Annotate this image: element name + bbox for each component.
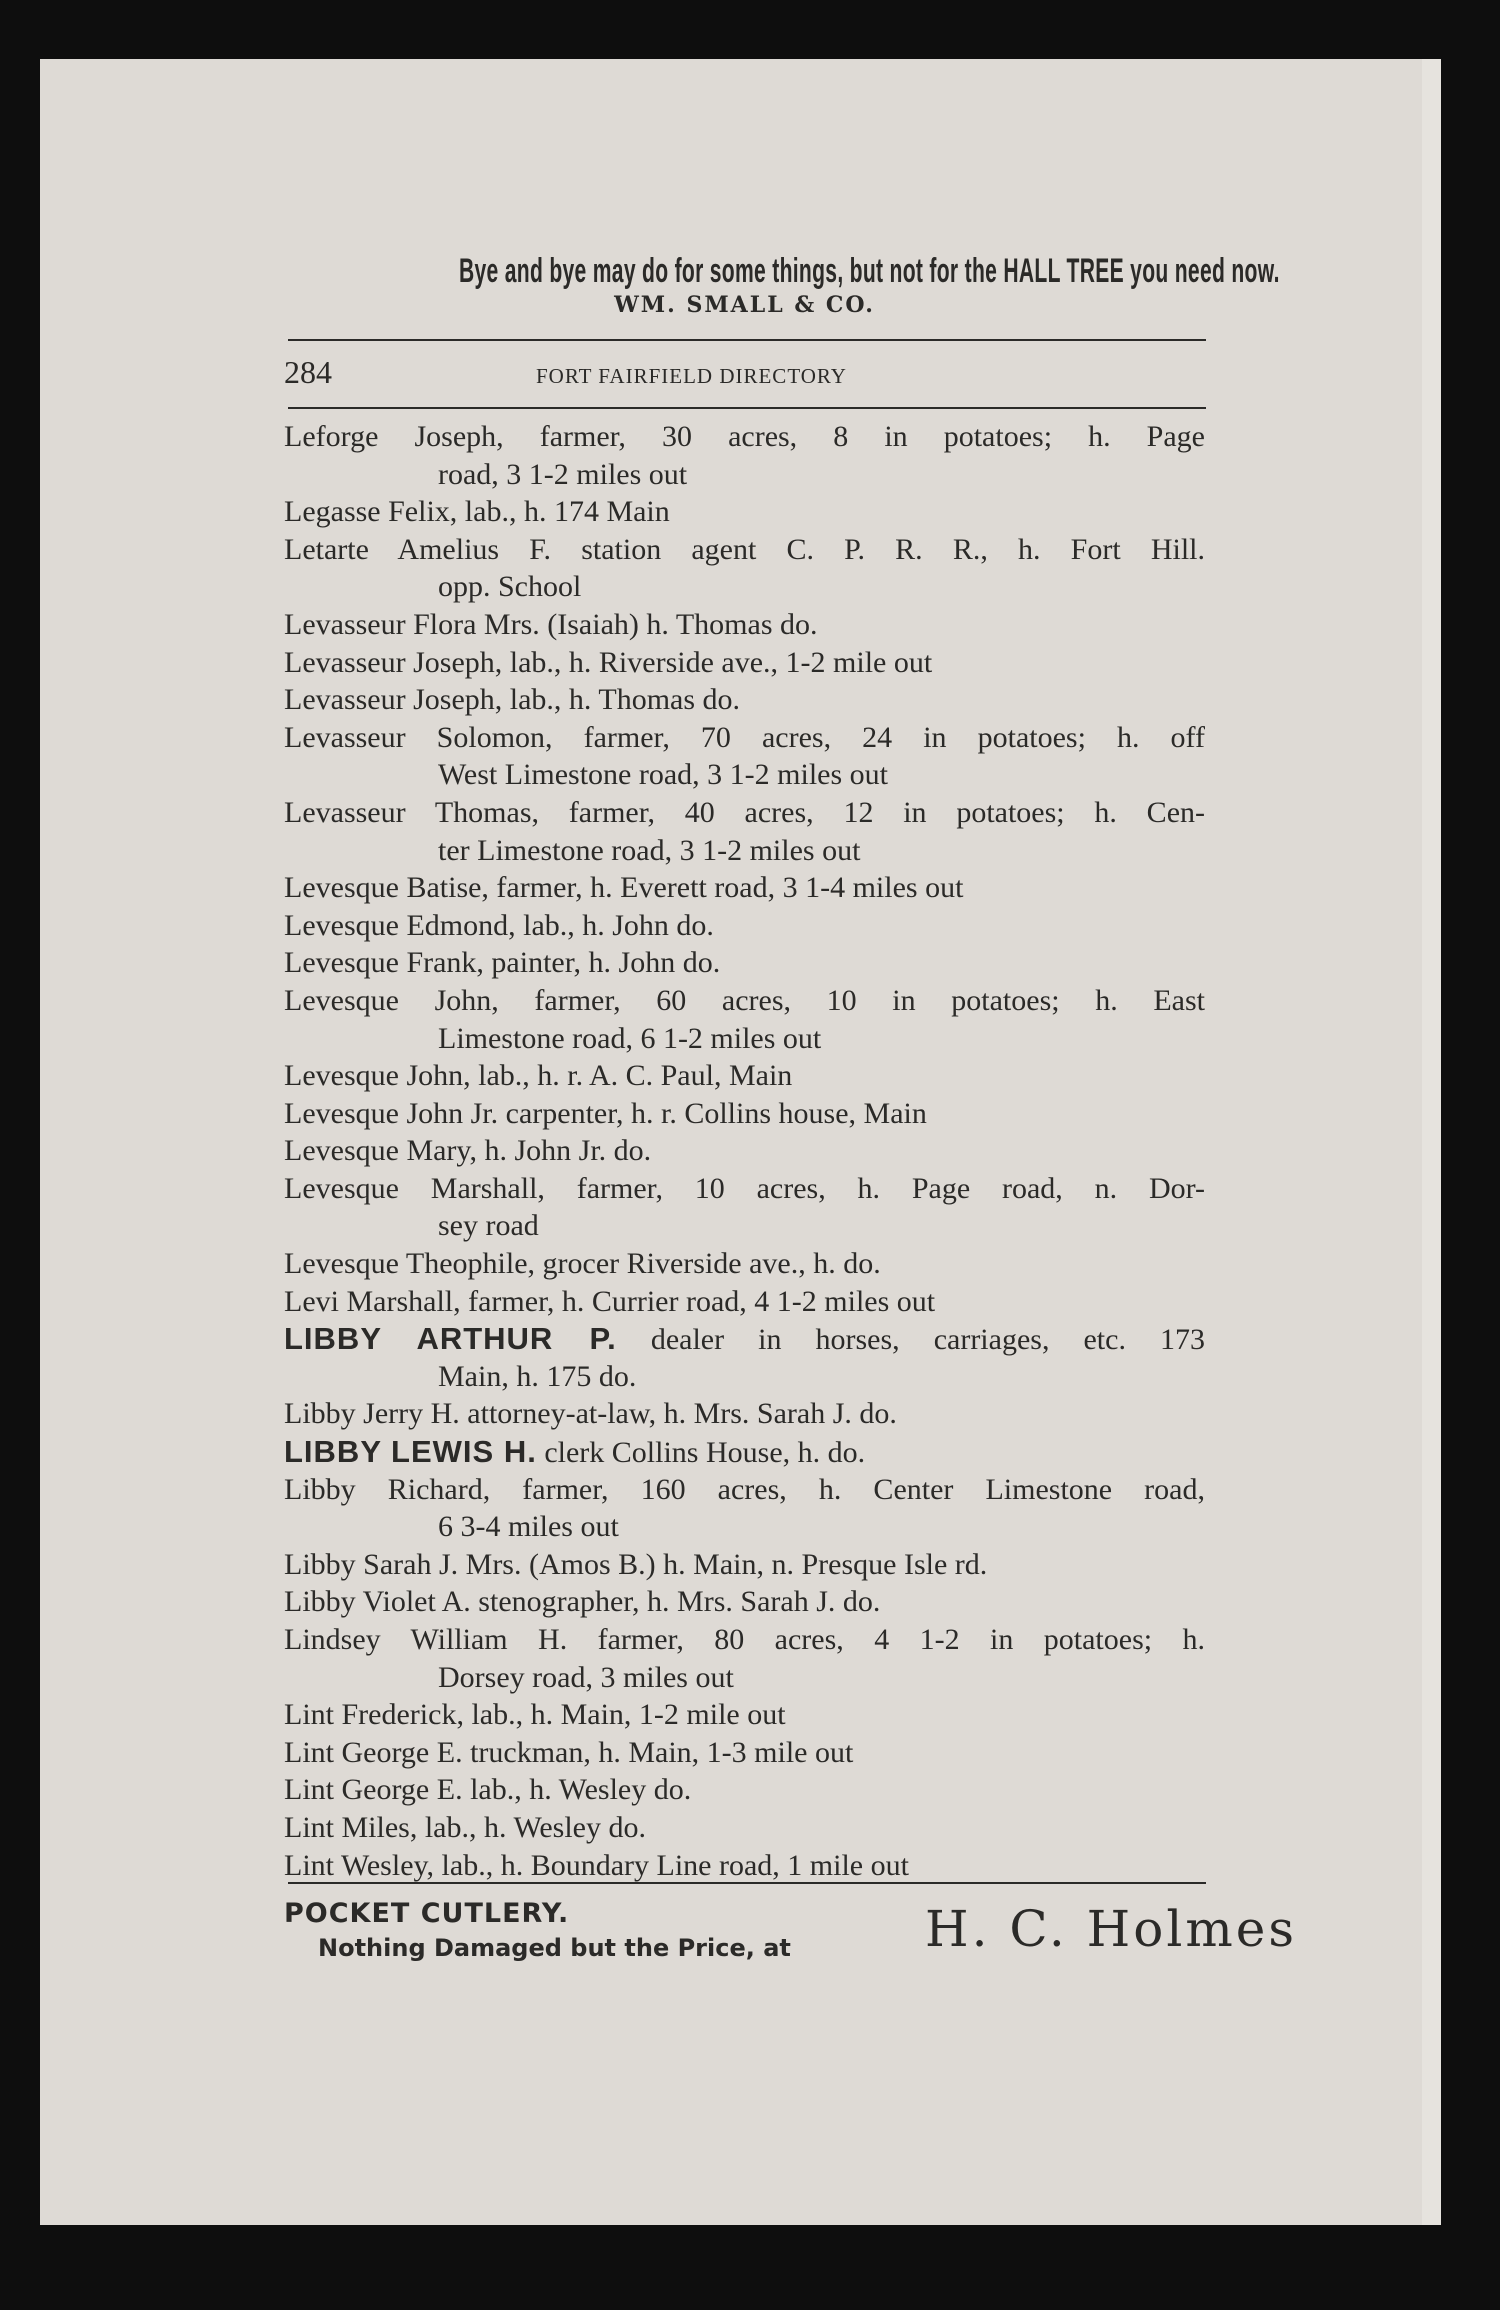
entry-continuation-line xyxy=(284,1659,1205,1697)
header-ad-advertiser: WM. SMALL & CO. xyxy=(614,292,875,318)
entry-text: Libby Sarah J. Mrs. (Amos B.) h. Main, n. Presque Isle rd. xyxy=(284,1547,988,1581)
directory-entry xyxy=(284,1320,1205,1395)
entry-line xyxy=(284,1546,1205,1584)
entry-text: Levesque Marshall, farmer, 10 acres, h. Page road, n. Dor- xyxy=(284,1171,1205,1205)
directory-entry xyxy=(284,1132,1205,1170)
entry-text: Libby Richard, farmer, 160 acres, h. Center Limestone road, xyxy=(284,1472,1205,1506)
entry-line xyxy=(284,1771,1205,1809)
entry-bold-name: LIBBY ARTHUR P. xyxy=(284,1321,617,1357)
entry-text: Lint Frederick, lab., h. Main, 1-2 mile out xyxy=(284,1698,786,1732)
directory-entry xyxy=(284,1057,1205,1095)
directory-entry xyxy=(284,1847,1205,1885)
entry-continuation-line xyxy=(284,1020,1205,1058)
entry-line xyxy=(284,1433,1205,1471)
entry-text: Libby Jerry H. attorney-at-law, h. Mrs. Sarah J. do. xyxy=(284,1397,897,1431)
entry-text: Levesque Mary, h. John Jr. do. xyxy=(284,1134,652,1168)
entry-line xyxy=(284,1583,1205,1621)
page-number: 284 xyxy=(284,354,332,390)
entry-line xyxy=(284,869,1205,907)
entry-text: Levi Marshall, farmer, h. Currier road, 4 1-2 miles out xyxy=(284,1284,936,1318)
entry-line xyxy=(284,982,1205,1020)
header-ad-slogan: Bye and bye may do for some things, but not for the HALL TREE you need now. xyxy=(458,252,1280,290)
directory-entry xyxy=(284,1546,1205,1584)
entry-text: Levesque Batise, farmer, h. Everett road, 3 1-4 miles out xyxy=(284,871,964,905)
directory-entry xyxy=(284,1170,1205,1245)
directory-entry xyxy=(284,1734,1205,1772)
entry-text: Levesque John, lab., h. r. A. C. Paul, Main xyxy=(284,1059,793,1093)
entry-text: road, 3 1-2 miles out xyxy=(438,457,688,491)
entry-line xyxy=(284,1283,1205,1321)
entry-bold-name: LIBBY LEWIS H. xyxy=(284,1434,537,1470)
entry-line xyxy=(284,944,1205,982)
directory-entry xyxy=(284,531,1205,606)
entry-line xyxy=(284,1809,1205,1847)
entry-text: sey road xyxy=(438,1209,539,1243)
running-head-rule xyxy=(288,407,1206,409)
directory-entry xyxy=(284,719,1205,794)
entry-text: Libby Violet A. stenographer, h. Mrs. Sarah J. do. xyxy=(284,1585,881,1619)
entry-continuation-line xyxy=(284,832,1205,870)
entry-text: Main, h. 175 do. xyxy=(438,1359,637,1393)
entry-line xyxy=(284,1320,1205,1358)
entry-line xyxy=(284,418,1205,456)
directory-entry xyxy=(284,606,1205,644)
directory-entry xyxy=(284,907,1205,945)
entry-line xyxy=(284,1395,1205,1433)
directory-entry xyxy=(284,1095,1205,1133)
entry-line xyxy=(284,1132,1205,1170)
entry-continuation-line xyxy=(284,1358,1205,1396)
entry-text: Levesque John Jr. carpenter, h. r. Collins house, Main xyxy=(284,1096,927,1130)
directory-entry xyxy=(284,1433,1205,1471)
directory-entry xyxy=(284,944,1205,982)
entry-continuation-line xyxy=(284,456,1205,494)
entry-line xyxy=(284,681,1205,719)
directory-entry xyxy=(284,794,1205,869)
entry-text: Dorsey road, 3 miles out xyxy=(438,1660,734,1694)
header-rule xyxy=(288,339,1206,341)
entry-line xyxy=(284,1245,1205,1283)
directory-entry xyxy=(284,418,1205,493)
entry-text: Legasse Felix, lab., h. 174 Main xyxy=(284,495,670,529)
entry-text: Levesque John, farmer, 60 acres, 10 in potatoes; h. East xyxy=(284,983,1205,1017)
entry-text: Lint Miles, lab., h. Wesley do. xyxy=(284,1810,646,1844)
entry-text: clerk Collins House, h. do. xyxy=(544,1436,866,1470)
entry-text: opp. School xyxy=(438,570,582,604)
entry-text: ter Limestone road, 3 1-2 miles out xyxy=(438,833,861,867)
directory-entry xyxy=(284,982,1205,1057)
page-title: FORT FAIRFIELD DIRECTORY xyxy=(536,364,847,388)
directory-entry xyxy=(284,1283,1205,1321)
entry-text: West Limestone road, 3 1-2 miles out xyxy=(438,758,888,792)
directory-entry xyxy=(284,1471,1205,1546)
entry-text: Levasseur Joseph, lab., h. Riverside ave., 1-2 mile out xyxy=(284,645,933,679)
directory-entry xyxy=(284,681,1205,719)
entry-text: Lint George E. truckman, h. Main, 1-3 mile out xyxy=(284,1735,854,1769)
entry-text: Levasseur Flora Mrs. (Isaiah) h. Thomas do. xyxy=(284,607,818,641)
page-edge xyxy=(1422,59,1441,2225)
entry-continuation-line xyxy=(284,1508,1205,1546)
entry-line xyxy=(284,644,1205,682)
entry-line xyxy=(284,907,1205,945)
entry-text: Lindsey William H. farmer, 80 acres, 4 1-2 in potatoes; h. xyxy=(284,1623,1205,1656)
entry-line xyxy=(284,794,1205,832)
entry-text: Lint George E. lab., h. Wesley do. xyxy=(284,1773,692,1807)
entry-line xyxy=(284,1471,1205,1509)
entry-text: Levasseur Thomas, farmer, 40 acres, 12 in potatoes; h. Cen- xyxy=(284,795,1205,829)
entry-line xyxy=(284,1095,1205,1133)
entry-text: Levasseur Joseph, lab., h. Thomas do. xyxy=(284,683,741,717)
entry-text: Leforge Joseph, farmer, 30 acres, 8 in potatoes; h. Page xyxy=(284,420,1205,453)
directory-entry xyxy=(284,1696,1205,1734)
entry-text: Lint Wesley, lab., h. Boundary Line road, 1 mile out xyxy=(284,1848,909,1882)
entry-text: Levasseur Solomon, farmer, 70 acres, 24 in potatoes; h. off xyxy=(284,720,1205,754)
footer-ad-tagline: Nothing Damaged but the Price, at xyxy=(318,1934,791,1962)
directory-entries xyxy=(284,418,1205,1884)
entry-text: Levesque Theophile, grocer Riverside ave., h. do. xyxy=(284,1247,881,1281)
entry-line xyxy=(284,719,1205,757)
entry-line xyxy=(284,1734,1205,1772)
entry-line xyxy=(284,493,1205,531)
entry-text: dealer in horses, carriages, etc. 173 xyxy=(650,1323,1205,1357)
directory-entry xyxy=(284,1395,1205,1433)
entry-line xyxy=(284,531,1205,569)
directory-entry xyxy=(284,1771,1205,1809)
directory-entry xyxy=(284,869,1205,907)
entry-text: Limestone road, 6 1-2 miles out xyxy=(438,1021,822,1055)
footer-rule xyxy=(288,1882,1206,1884)
directory-entry xyxy=(284,493,1205,531)
entry-text: Levesque Frank, painter, h. John do. xyxy=(284,946,721,980)
entry-continuation-line xyxy=(284,568,1205,606)
footer-ad-headline: POCKET CUTLERY. xyxy=(284,1898,570,1929)
directory-entry xyxy=(284,1809,1205,1847)
entry-text: Levesque Edmond, lab., h. John do. xyxy=(284,908,714,942)
entry-line xyxy=(284,1170,1205,1208)
entry-text: 6 3-4 miles out xyxy=(438,1510,619,1544)
entry-continuation-line xyxy=(284,756,1205,794)
entry-continuation-line xyxy=(284,1207,1205,1245)
entry-line xyxy=(284,1696,1205,1734)
entry-line xyxy=(284,1847,1205,1885)
entry-line xyxy=(284,1057,1205,1095)
directory-entry xyxy=(284,1621,1205,1696)
footer-ad-advertiser: H. C. Holmes xyxy=(925,1900,1298,1958)
entry-line xyxy=(284,1621,1205,1659)
directory-entry xyxy=(284,1583,1205,1621)
entry-line xyxy=(284,606,1205,644)
entry-text: Letarte Amelius F. station agent C. P. R. R., h. Fort Hill. xyxy=(284,532,1205,566)
directory-entry xyxy=(284,1245,1205,1283)
directory-entry xyxy=(284,644,1205,682)
